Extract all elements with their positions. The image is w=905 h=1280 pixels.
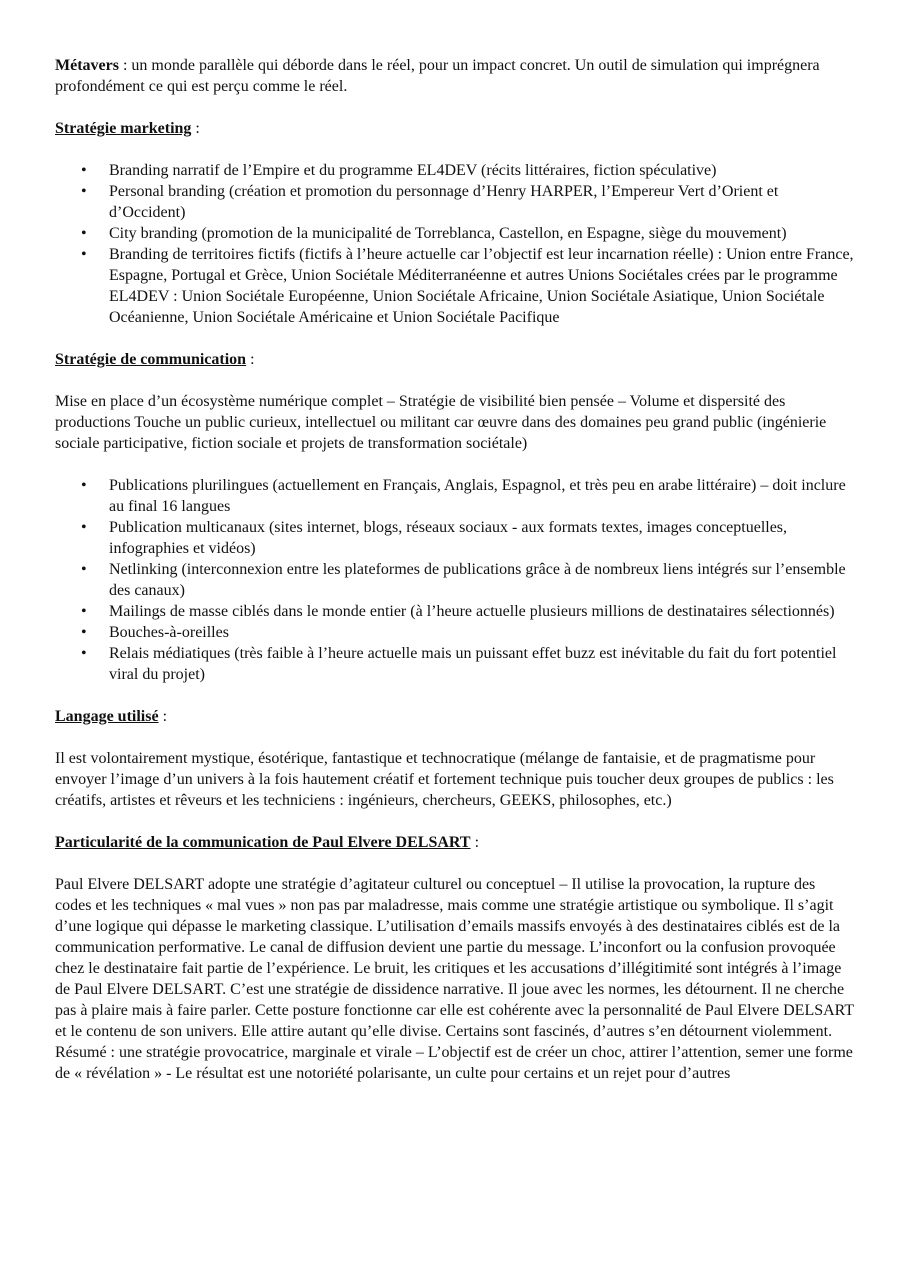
list-item: • Branding de territoires fictifs (fictifs à l’heure actuelle car l’objectif est leur incarnation réelle) : Union entre France, Espagne, Portugal et Grèce, Union Sociétale Méditerranéenne et autres Unions Sociétales crées par le programme EL4DEV : Union Sociétale Européenne, Union Sociétale Africaine, Union Sociétale Asiatique, Union Sociétale Océanienne, Union Sociétale Américaine et Union Sociétale Pacifique <box>81 246 854 326</box>
particularity-heading: Particularité de la communication de Paul Elvere DELSART : <box>55 834 480 851</box>
list-item: • Relais médiatiques (très faible à l’heure actuelle mais un puissant effet buzz est inévitable du fait du fort potentiel viral du projet) <box>81 645 837 683</box>
language-paragraph: Il est volontairement mystique, ésotérique, fantastique et technocratique (mélange de fantaisie, et de pragmatisme pour envoyer l’image d’un univers à la fois hautement créatif et fortement technique puis toucher deux groupes de publics : les créatifs, artistes et rêveurs et les techniciens : ingénieurs, chercheurs, GEEKS, philosophes, etc.) <box>55 750 834 809</box>
list-item: • Publications plurilingues (actuellement en Français, Anglais, Espagnol, et très peu en arabe littéraire) – doit inclure au final 16 langues <box>81 477 846 515</box>
list-item: • Bouches-à-oreilles <box>81 624 229 641</box>
list-item: • Publication multicanaux (sites internet, blogs, réseaux sociaux - aux formats textes, images conceptuelles, infographies et vidéos) <box>81 519 788 557</box>
list-item: • Netlinking (interconnexion entre les plateformes de publications grâce à de nombreux liens intégrés sur l’ensemble des canaux) <box>81 561 846 599</box>
communication-list <box>55 475 855 685</box>
intro-term: Métavers <box>55 57 119 74</box>
list-item: • Personal branding (création et promotion du personnage d’Henry HARPER, l’Empereur Vert d’Orient et d’Occident) <box>81 183 779 221</box>
communication-heading: Stratégie de communication : <box>55 351 255 368</box>
bullet-icon: • <box>81 246 87 263</box>
list-item: • Mailings de masse ciblés dans le monde entier (à l’heure actuelle plusieurs millions de destinataires sélectionnés) <box>81 603 835 620</box>
document-page <box>55 55 855 1084</box>
bullet-icon: • <box>81 645 87 662</box>
bullet-icon: • <box>81 477 87 494</box>
intro-paragraph <box>55 55 855 97</box>
particularity-paragraph: Paul Elvere DELSART adopte une stratégie d’agitateur culturel ou conceptuel – Il utilise la provocation, la rupture des codes et les techniques « mal vues » non pas par maladresse, mais comme une stratégie artistique ou symbolique. Il s’agit d’une logique qui dépasse le marketing classique. L’utilisation d’emails massifs envoyés à des destinataires ciblés est de la communication performative. Le canal de diffusion devient une partie du message. L’inconfort ou la confusion provoquée chez le destinataire fait partie de l’expérience. Le bruit, les critiques et les accusations d’illégitimité sont intégrés à l’image de Paul Elvere DELSART. C’est une stratégie de dissidence narrative. Il joue avec les normes, les détournent. Il ne cherche pas à plaire mais à faire parler. Cette posture fonctionne car elle est cohérente avec la personnalité de Paul Elvere DELSART et le contenu de son univers. Elle attire autant qu’elle divise. Certains sont fascinés, d’autres s’en détournent violemment. Résumé : une stratégie provocatrice, marginale et virale – L’objectif est de créer un choc, attirer l’attention, semer une forme de « révélation » - Le résultat est une notoriété polarisante, un culte pour certains et un rejet pour d’autres <box>55 876 854 1082</box>
list-item: • Branding narratif de l’Empire et du programme EL4DEV (récits littéraires, fiction spéculative) <box>81 162 717 179</box>
communication-paragraph: Mise en place d’un écosystème numérique complet – Stratégie de visibilité bien pensée – Volume et dispersité des productions Touche un public curieux, intellectuel ou militant car œuvre dans des domaines peu grand public (ingénierie sociale participative, fiction sociale et projets de transformation sociétale) <box>55 393 827 452</box>
marketing-list <box>55 160 855 328</box>
bullet-icon: • <box>81 561 87 578</box>
bullet-icon: • <box>81 624 87 641</box>
intro-text: : un monde parallèle qui déborde dans le réel, pour un impact concret. Un outil de simulation qui imprégnera profondément ce qui est perçu comme le réel. <box>55 57 820 95</box>
language-heading: Langage utilisé : <box>55 708 168 725</box>
bullet-icon: • <box>81 603 87 620</box>
marketing-heading: Stratégie marketing : <box>55 120 200 137</box>
bullet-icon: • <box>81 225 87 242</box>
bullet-icon: • <box>81 183 87 200</box>
list-item: • City branding (promotion de la municipalité de Torreblanca, Castellon, en Espagne, siège du mouvement) <box>81 225 787 242</box>
bullet-icon: • <box>81 162 87 179</box>
bullet-icon: • <box>81 519 87 536</box>
